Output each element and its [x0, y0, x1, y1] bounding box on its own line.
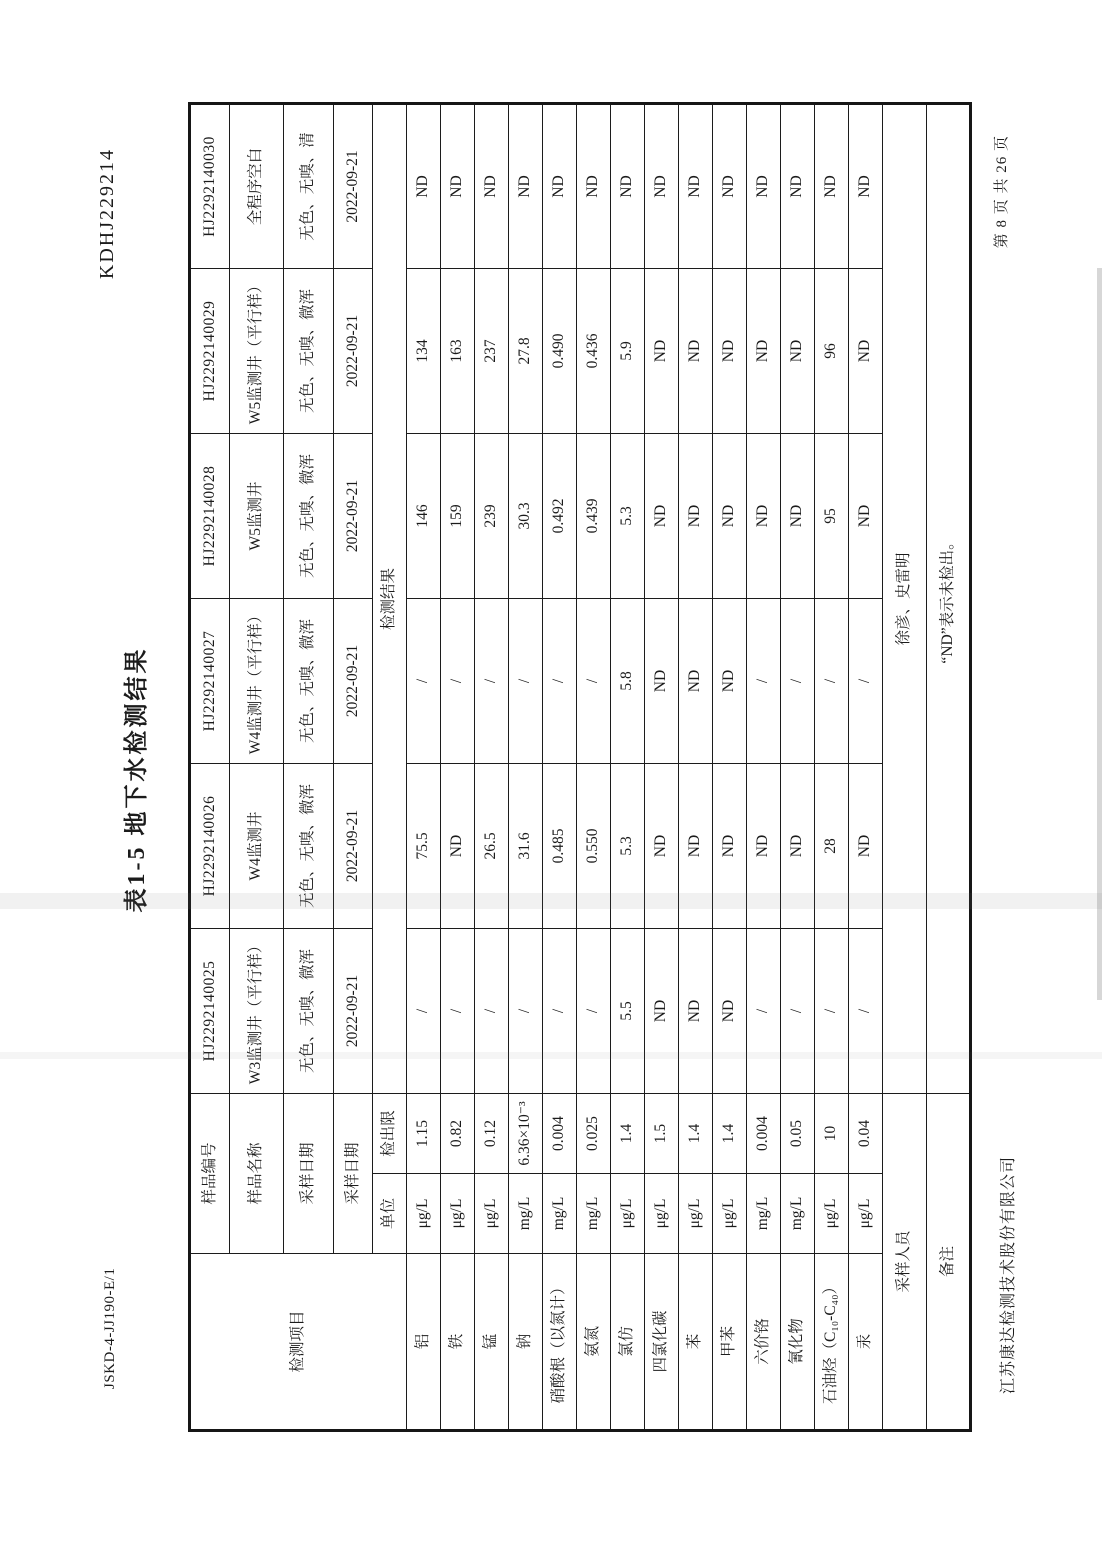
- sample-id: HJ2292140027: [190, 598, 230, 763]
- result-cell: ND: [407, 103, 441, 268]
- result-cell: ND: [747, 433, 781, 598]
- result-cell: ND: [747, 103, 781, 268]
- result-cell: ND: [441, 103, 475, 268]
- result-cell: ND: [781, 763, 815, 928]
- note-row: [927, 103, 971, 1430]
- result-cell: ND: [645, 268, 679, 433]
- limit-cell: 1.5: [645, 1093, 679, 1173]
- results-table: [188, 102, 972, 1432]
- limit-cell: 1.4: [611, 1093, 645, 1173]
- sample-date-row: [334, 103, 373, 1430]
- analyte-row: [747, 103, 781, 1430]
- sample-name: W5监测井（平行样）: [230, 268, 284, 433]
- result-cell: ND: [577, 103, 611, 268]
- unit-cell: mg/L: [509, 1174, 543, 1254]
- result-cell: ND: [611, 103, 645, 268]
- result-cell: /: [747, 928, 781, 1093]
- sample-trait: 无色、无嗅、微浑: [284, 598, 334, 763]
- limit-cell: 10: [815, 1093, 849, 1173]
- result-cell: 96: [815, 268, 849, 433]
- result-cell: ND: [815, 103, 849, 268]
- sample-date: 2022-09-21: [334, 268, 373, 433]
- result-cell: ND: [849, 268, 883, 433]
- sample-date: 2022-09-21: [334, 598, 373, 763]
- analyte-name-cell: 苯: [679, 1254, 713, 1431]
- result-cell: /: [577, 928, 611, 1093]
- analyte-name-cell: 氰化物: [781, 1254, 815, 1431]
- analyte-row: [679, 103, 713, 1430]
- footer-rows: [883, 103, 971, 1430]
- result-cell: 5.9: [611, 268, 645, 433]
- result-cell: /: [441, 928, 475, 1093]
- sample-date: 2022-09-21: [334, 103, 373, 268]
- analyte-row: [815, 103, 849, 1430]
- result-cell: /: [509, 928, 543, 1093]
- result-cell: 5.8: [611, 598, 645, 763]
- result-cell: ND: [645, 598, 679, 763]
- result-cell: 5.3: [611, 763, 645, 928]
- sampler-value: 徐彦、史雷明: [883, 103, 927, 1093]
- result-cell: 26.5: [475, 763, 509, 928]
- result-cell: /: [441, 598, 475, 763]
- result-cell: ND: [781, 103, 815, 268]
- analyte-name-cell: 汞: [849, 1254, 883, 1431]
- sample-trait: 无色、无嗅、微浑: [284, 268, 334, 433]
- limit-cell: 6.36×10⁻³: [509, 1093, 543, 1173]
- sample-date-label: 采样日期: [334, 1093, 373, 1253]
- sample-name: W4监测井（平行样）: [230, 598, 284, 763]
- analyte-row: [441, 103, 475, 1430]
- sample-name: W5监测井: [230, 433, 284, 598]
- analyte-name-cell: 氨氮: [577, 1254, 611, 1431]
- result-cell: ND: [645, 103, 679, 268]
- result-cell: 75.5: [407, 763, 441, 928]
- result-cell: ND: [645, 928, 679, 1093]
- limit-label: 检出限: [373, 1093, 407, 1173]
- sample-trait-label: 采样日期: [284, 1093, 334, 1253]
- results-banner: 检测结果: [373, 103, 407, 1093]
- sample-name: W4监测井: [230, 763, 284, 928]
- limit-cell: 1.4: [679, 1093, 713, 1173]
- analyte-name-cell: 六价铬: [747, 1254, 781, 1431]
- limit-cell: 1.15: [407, 1093, 441, 1173]
- result-cell: ND: [713, 928, 747, 1093]
- result-cell: /: [781, 598, 815, 763]
- sample-date: 2022-09-21: [334, 763, 373, 928]
- result-cell: ND: [849, 763, 883, 928]
- limit-cell: 0.025: [577, 1093, 611, 1173]
- analyte-row: [781, 103, 815, 1430]
- sample-trait: 无色、无嗅、清: [284, 103, 334, 268]
- unit-cell: μg/L: [713, 1174, 747, 1254]
- result-cell: /: [475, 928, 509, 1093]
- result-cell: 27.8: [509, 268, 543, 433]
- result-cell: ND: [713, 763, 747, 928]
- result-cell: ND: [849, 433, 883, 598]
- unit-cell: μg/L: [815, 1174, 849, 1254]
- result-cell: 0.439: [577, 433, 611, 598]
- result-cell: 159: [441, 433, 475, 598]
- sample-date: 2022-09-21: [334, 928, 373, 1093]
- result-cell: ND: [679, 433, 713, 598]
- result-cell: ND: [509, 103, 543, 268]
- result-cell: /: [781, 928, 815, 1093]
- result-cell: 31.6: [509, 763, 543, 928]
- sampler-row: [883, 103, 927, 1430]
- sample-date: 2022-09-21: [334, 433, 373, 598]
- result-cell: ND: [645, 763, 679, 928]
- form-code: JSKD-4-JJ190-E/1: [102, 1267, 118, 1389]
- header-rows: [190, 103, 407, 1430]
- result-cell: ND: [781, 268, 815, 433]
- result-cell: ND: [781, 433, 815, 598]
- result-cell: ND: [747, 763, 781, 928]
- result-cell: ND: [679, 763, 713, 928]
- result-cell: ND: [645, 433, 679, 598]
- analyte-row: [611, 103, 645, 1430]
- sample-name: W3监测井（平行样）: [230, 928, 284, 1093]
- sample-id-row: [190, 103, 230, 1430]
- result-cell: ND: [679, 598, 713, 763]
- result-cell: 95: [815, 433, 849, 598]
- result-cell: 239: [475, 433, 509, 598]
- result-cell: 163: [441, 268, 475, 433]
- analyte-name-cell: 铁: [441, 1254, 475, 1431]
- sample-name-row: [230, 103, 284, 1430]
- sampler-label: 采样人员: [883, 1093, 927, 1430]
- result-cell: ND: [679, 268, 713, 433]
- analyte-row: [713, 103, 747, 1430]
- unit-cell: μg/L: [441, 1174, 475, 1254]
- limit-cell: 0.004: [747, 1093, 781, 1173]
- analyte-name-cell: 石油烃（C₁₀-C₄₀）: [815, 1254, 849, 1431]
- result-cell: 5.5: [611, 928, 645, 1093]
- result-cell: 0.550: [577, 763, 611, 928]
- unit-cell: μg/L: [475, 1174, 509, 1254]
- result-cell: 5.3: [611, 433, 645, 598]
- unit-cell: μg/L: [407, 1174, 441, 1254]
- result-cell: /: [475, 598, 509, 763]
- unit-cell: μg/L: [679, 1174, 713, 1254]
- limit-cell: 0.82: [441, 1093, 475, 1173]
- report-code: KDHJ229214: [96, 148, 118, 280]
- result-cell: 28: [815, 763, 849, 928]
- result-cell: /: [577, 598, 611, 763]
- result-cell: /: [543, 598, 577, 763]
- limit-cell: 0.04: [849, 1093, 883, 1173]
- analyte-row: [577, 103, 611, 1430]
- limit-cell: 1.4: [713, 1093, 747, 1173]
- analyte-row: [509, 103, 543, 1430]
- note-label: 备注: [927, 1093, 971, 1430]
- result-cell: /: [815, 928, 849, 1093]
- limit-cell: 0.004: [543, 1093, 577, 1173]
- analyte-name-cell: 锰: [475, 1254, 509, 1431]
- result-cell: /: [849, 598, 883, 763]
- unit-cell: mg/L: [577, 1174, 611, 1254]
- result-cell: /: [849, 928, 883, 1093]
- analyte-name-cell: 四氯化碳: [645, 1254, 679, 1431]
- unit-cell: μg/L: [645, 1174, 679, 1254]
- unit-cell: μg/L: [849, 1174, 883, 1254]
- analyte-name-cell: 甲苯: [713, 1254, 747, 1431]
- result-cell: ND: [849, 103, 883, 268]
- unit-cell: mg/L: [747, 1174, 781, 1254]
- result-cell: /: [407, 598, 441, 763]
- note-value: “ND”表示未检出。: [927, 103, 971, 1093]
- limit-cell: 0.05: [781, 1093, 815, 1173]
- result-cell: ND: [441, 763, 475, 928]
- analyte-name-cell: 硝酸根（以氮计）: [543, 1254, 577, 1431]
- analyte-name-cell: 钠: [509, 1254, 543, 1431]
- unit-cell: mg/L: [543, 1174, 577, 1254]
- analyte-row: [645, 103, 679, 1430]
- result-cell: 30.3: [509, 433, 543, 598]
- result-cell: ND: [713, 103, 747, 268]
- result-cell: 237: [475, 268, 509, 433]
- result-cell: 0.485: [543, 763, 577, 928]
- result-cell: /: [509, 598, 543, 763]
- analyte-row: [543, 103, 577, 1430]
- result-cell: /: [407, 928, 441, 1093]
- analyte-row: [475, 103, 509, 1430]
- analyte-row: [407, 103, 441, 1430]
- result-cell: ND: [713, 433, 747, 598]
- sample-name-label: 样品名称: [230, 1093, 284, 1253]
- unit-cell: μg/L: [611, 1174, 645, 1254]
- result-cell: 134: [407, 268, 441, 433]
- analyte-row: [849, 103, 883, 1430]
- result-cell: ND: [679, 928, 713, 1093]
- analyte-name-cell: 氯仿: [611, 1254, 645, 1431]
- item-column-header: 检测项目: [190, 1254, 407, 1431]
- result-cell: /: [747, 598, 781, 763]
- sample-id: HJ2292140026: [190, 763, 230, 928]
- result-cell: 0.492: [543, 433, 577, 598]
- company-footer: 江苏康达检测技术股份有限公司: [1000, 1155, 1017, 1394]
- result-cell: ND: [747, 268, 781, 433]
- sample-trait: 无色、无嗅、微浑: [284, 763, 334, 928]
- sample-name: 全程序空白: [230, 103, 284, 268]
- result-cell: ND: [713, 598, 747, 763]
- unit-cell: mg/L: [781, 1174, 815, 1254]
- table-title: 表1-5 地下水检测结果: [124, 646, 150, 913]
- result-cell: ND: [543, 103, 577, 268]
- sample-id: HJ2292140025: [190, 928, 230, 1093]
- limit-cell: 0.12: [475, 1093, 509, 1173]
- sample-id: HJ2292140030: [190, 103, 230, 268]
- page-number: 第 8 页 共 26 页: [994, 135, 1010, 249]
- result-cell: ND: [713, 268, 747, 433]
- sample-trait: 无色、无嗅、微浑: [284, 433, 334, 598]
- unit-label: 单位: [373, 1174, 407, 1254]
- sample-trait: 无色、无嗅、微浑: [284, 928, 334, 1093]
- analyte-rows: [407, 103, 883, 1430]
- result-cell: 0.490: [543, 268, 577, 433]
- sample-trait-row: [284, 103, 334, 1430]
- result-cell: 0.436: [577, 268, 611, 433]
- result-cell: ND: [679, 103, 713, 268]
- result-cell: /: [815, 598, 849, 763]
- result-cell: ND: [475, 103, 509, 268]
- sample-id: HJ2292140028: [190, 433, 230, 598]
- result-cell: 146: [407, 433, 441, 598]
- sample-id-label: 样品编号: [190, 1093, 230, 1253]
- sample-id: HJ2292140029: [190, 268, 230, 433]
- analyte-name-cell: 铝: [407, 1254, 441, 1431]
- result-cell: /: [543, 928, 577, 1093]
- units-limits-header-row: [373, 103, 407, 1430]
